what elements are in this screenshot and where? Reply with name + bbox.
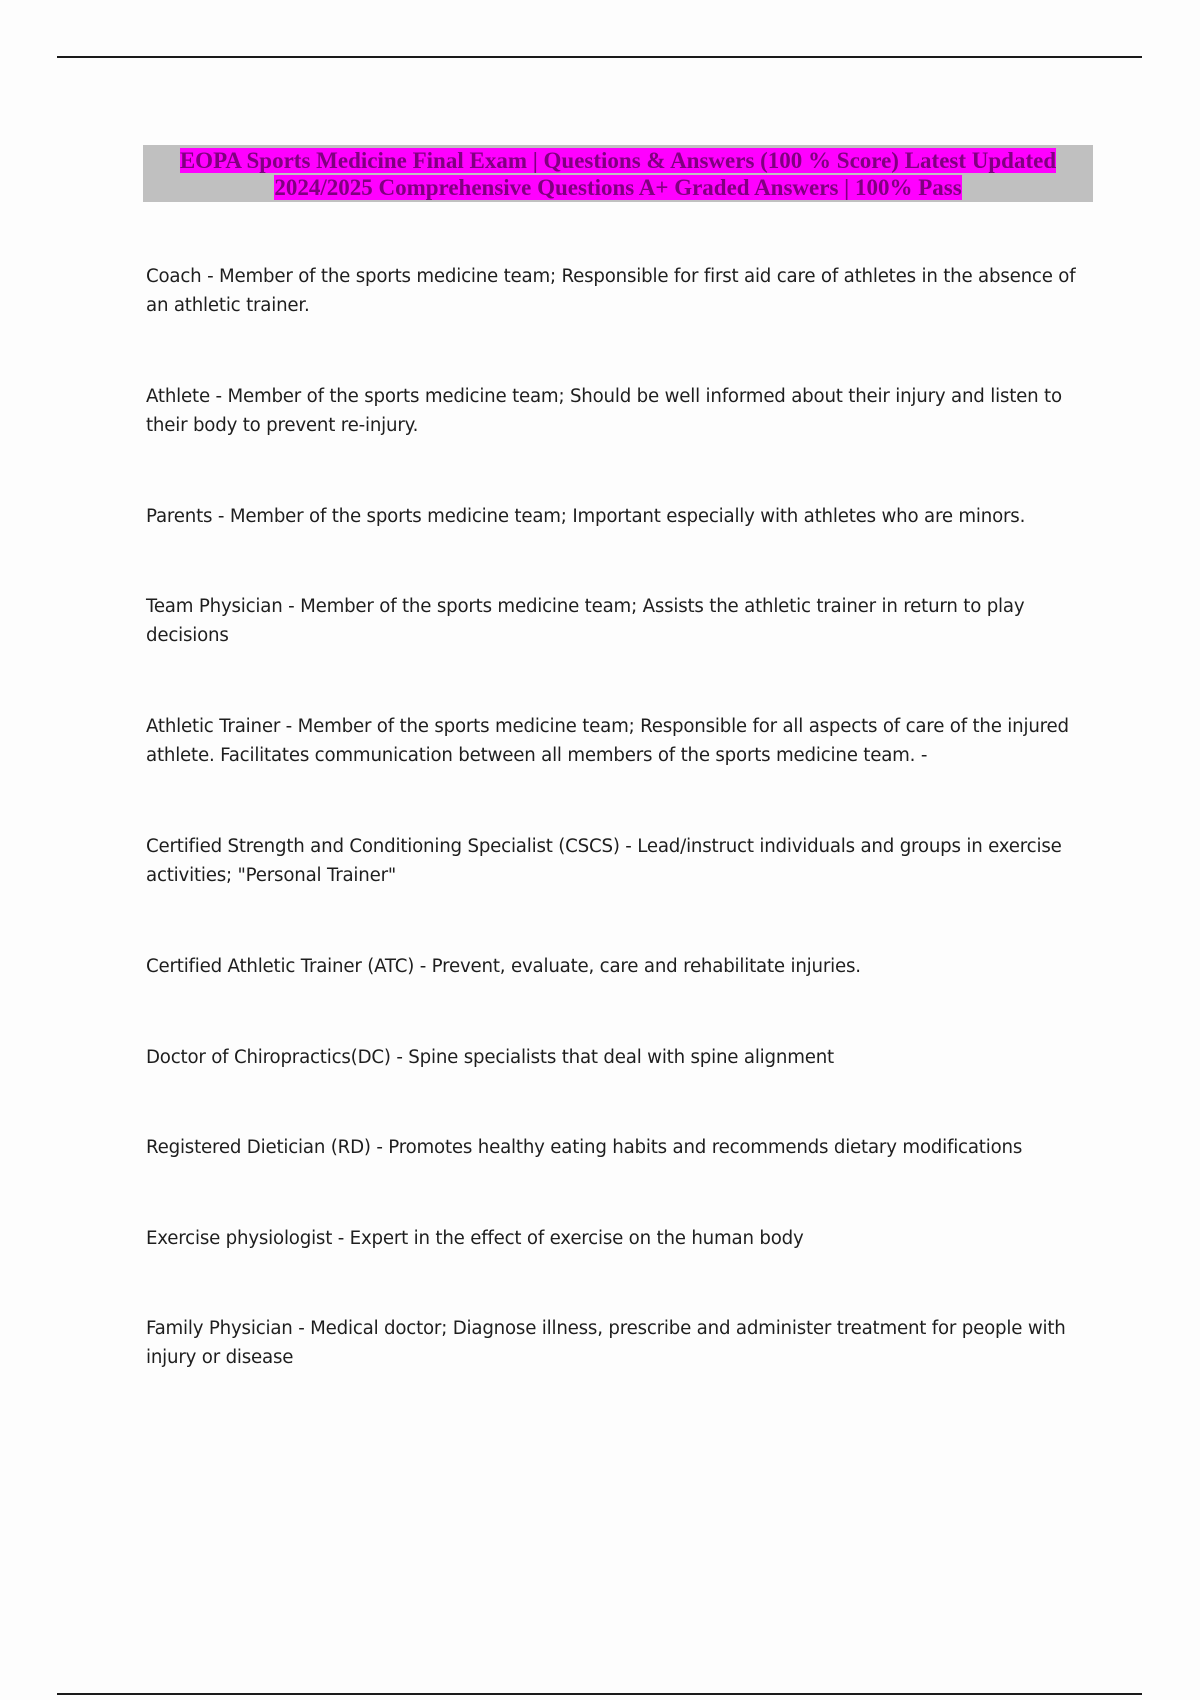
qa-entry-dietician: Registered Dietician (RD) - Promotes healthy eating habits and recommends dietary modifications: [146, 1137, 1023, 1158]
qa-entry-athletic-trainer: Athletic Trainer - Member of the sports medicine team; Responsible for all aspects of care of the injured athlete. Facilitates communication between all members of the sports medicine team. -: [146, 716, 1069, 766]
document-title: [143, 145, 1093, 202]
qa-entry-chiropractor: Doctor of Chiropractics(DC) - Spine specialists that deal with spine alignment: [146, 1047, 834, 1068]
qa-entry-coach: Coach - Member of the sports medicine team; Responsible for first aid care of athletes in the absence of an athletic trainer.: [146, 266, 1076, 316]
qa-entry-cscs: Certified Strength and Conditioning Specialist (CSCS) - Lead/instruct individuals and groups in exercise activities; "Personal Trainer": [146, 836, 1062, 886]
qa-entry-atc: Certified Athletic Trainer (ATC) - Prevent, evaluate, care and rehabilitate injuries.: [146, 956, 861, 977]
title-line-2: 2024/2025 Comprehensive Questions A+ Graded Answers | 100% Pass: [274, 175, 962, 200]
header-rule: [57, 56, 1142, 58]
qa-entry-exercise-physiologist: Exercise physiologist - Expert in the effect of exercise on the human body: [146, 1228, 804, 1249]
qa-entry-team-physician: Team Physician - Member of the sports medicine team; Assists the athletic trainer in return to play decisions: [146, 596, 1025, 646]
title-line-1: EOPA Sports Medicine Final Exam | Questions & Answers (100 % Score) Latest Updated: [179, 148, 1057, 173]
qa-entry-parents: Parents - Member of the sports medicine team; Important especially with athletes who are minors.: [146, 506, 1026, 527]
footer-rule: [57, 1693, 1142, 1695]
qa-entry-family-physician: Family Physician - Medical doctor; Diagnose illness, prescribe and administer treatment for people with injury or disease: [146, 1318, 1066, 1368]
qa-entry-athlete: Athlete - Member of the sports medicine team; Should be well informed about their injury and listen to their body to prevent re-injury.: [146, 386, 1062, 436]
